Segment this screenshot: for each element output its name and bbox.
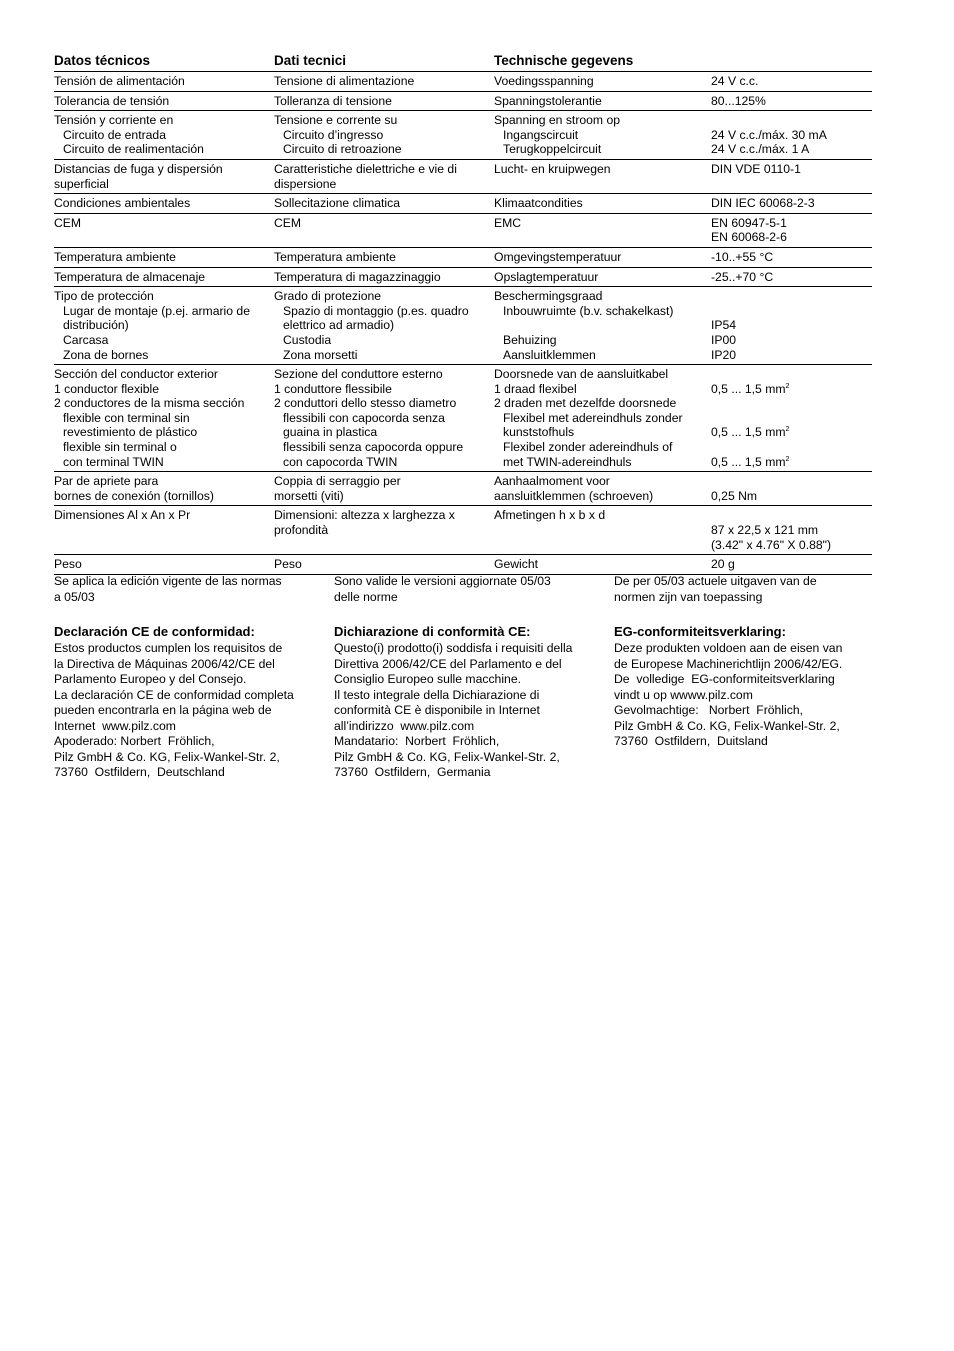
cell-italian (274, 159, 494, 193)
technical-data-table (54, 52, 872, 575)
declaration-line: vindt u op wwww.pilz.com (614, 687, 753, 702)
cell-line: 1 draad flexibel (494, 381, 577, 396)
cell-line: Gewicht (494, 557, 539, 572)
cell-line: dispersione (274, 176, 337, 191)
note-spanish (54, 574, 314, 605)
cell-line: 87 x 22,5 x 121 mm (711, 523, 819, 538)
cell-line: Distancias de fuga y dispersión (54, 161, 223, 176)
cell-line: DIN IEC 60068-2-3 (711, 196, 815, 211)
cell-dutch (494, 287, 711, 365)
cell-line: Temperatura ambiente (54, 249, 176, 264)
cell-line: Beschermingsgraad (494, 289, 603, 304)
technical-data-sheet (54, 52, 872, 575)
declaration-line: Deze produkten voldoen aan de eisen van (614, 641, 843, 655)
cell-line (711, 113, 872, 128)
cell-spanish (54, 472, 274, 506)
cell-line: Zona de bornes (63, 347, 149, 362)
cell-spanish (54, 72, 274, 92)
cell-line: flexible con terminal sin (63, 410, 190, 425)
cell-line: 0,5 ... 1,5 $mm^2$ (711, 425, 790, 440)
declaration-title: Declaración CE de conformidad: (54, 624, 255, 639)
declaration-line: Gevolmachtige: Norbert Fröhlich, (614, 703, 803, 717)
cell-line (711, 508, 872, 523)
cell-line: Aanhaalmoment voor (494, 474, 610, 489)
note-line: De per 05/03 actuele uitgaven van de (614, 574, 817, 588)
cell-italian (274, 91, 494, 111)
cell-line: 1 conductor flexible (54, 381, 160, 396)
cell-line: 24 V c.c./máx. 1 A (711, 142, 810, 157)
header-dutch: Technische gegevens (494, 52, 711, 72)
cell-dutch (494, 365, 711, 472)
cell-line: flexible sin terminal o (63, 440, 177, 455)
declaration-line: Apoderado: Norbert Fröhlich, (54, 734, 215, 748)
declaration-line: Pilz GmbH & Co. KG, Felix-Wankel-Str. 2, (54, 749, 280, 764)
cell-line: Flexibel met adereindhuls zonder (503, 410, 683, 425)
cell-line: -10..+55 °C (711, 249, 774, 264)
cell-line: Tensione e corrente su (274, 113, 398, 128)
cell-line: 80...125% (711, 93, 766, 108)
cell-dutch (494, 213, 711, 247)
cell-line: con terminal TWIN (63, 454, 164, 469)
declaration-line: de Europese Machinerichtlijn 2006/42/EG. (614, 656, 843, 671)
cell-line: Behuizing (503, 332, 557, 347)
cell-line: Peso (274, 557, 302, 572)
cell-line: elettrico ad armadio) (283, 318, 395, 333)
cell-dutch (494, 111, 711, 160)
declaration-line: 73760 Ostfildern, Germania (334, 765, 491, 779)
cell-line: Tolleranza di tensione (274, 93, 392, 108)
cell-italian (274, 287, 494, 365)
cell-line: IP54 (711, 318, 737, 333)
declaration-dutch (614, 624, 872, 750)
cell-line: Circuito de realimentación (63, 142, 204, 157)
cell-line: distribución) (63, 318, 129, 333)
declaration-line: Questo(i) prodotto(i) soddisfa i requisiti della (334, 641, 573, 655)
cell-line: guaina in plastica (283, 425, 378, 440)
cell-line (494, 318, 711, 333)
cell-dutch (494, 555, 711, 575)
cell-value (711, 159, 872, 193)
note-line: Sono valide le versioni aggiornate 05/03 (334, 574, 551, 588)
cell-line: -25..+70 °C (711, 269, 774, 284)
note-dutch (614, 574, 872, 605)
declaration-line: Consiglio Europeo sulle macchine. (334, 672, 521, 686)
cell-italian (274, 111, 494, 160)
cell-spanish (54, 506, 274, 555)
cell-spanish (54, 247, 274, 267)
cell-spanish (54, 91, 274, 111)
cell-line: met TWIN-adereindhuls (503, 454, 632, 469)
table-row (54, 506, 872, 555)
table-row (54, 213, 872, 247)
table-header-row (54, 52, 872, 72)
declaration-line: Parlamento Europeo y del Consejo. (54, 672, 247, 686)
cell-line: Afmetingen h x b x d (494, 508, 606, 523)
table-row (54, 472, 872, 506)
cell-line (711, 289, 872, 304)
cell-line: Inbouwruimte (b.v. schakelkast) (503, 303, 674, 318)
cell-line: con capocorda TWIN (283, 454, 398, 469)
cell-line: 0,5 ... 1,5 $mm^2$ (711, 454, 790, 469)
cell-line: Caratteristiche dielettriche e vie di (274, 161, 457, 176)
cell-line: Tensión de alimentación (54, 74, 185, 88)
cell-line: Sollecitazione climatica (274, 196, 400, 211)
cell-line (711, 367, 872, 382)
cell-line: Tensione di alimentazione (274, 74, 415, 88)
cell-line: Doorsnede van de aansluitkabel (494, 367, 669, 382)
cell-line: Dimensiones Al x An x Pr (54, 508, 191, 523)
cell-value (711, 247, 872, 267)
cell-value (711, 111, 872, 160)
cell-line: Peso (54, 557, 82, 572)
cell-line: DIN VDE 0110-1 (711, 161, 801, 176)
cell-value (711, 555, 872, 575)
cell-italian (274, 194, 494, 214)
cell-dutch (494, 159, 711, 193)
cell-line: IP00 (711, 332, 737, 347)
cell-line: Tensión y corriente en (54, 113, 174, 128)
cell-dutch (494, 91, 711, 111)
cell-line: EN 60947-5-1 (711, 215, 787, 230)
note-line: delle norme (334, 589, 398, 604)
cell-line: Coppia di serraggio per (274, 474, 401, 489)
declaration-line: 73760 Ostfildern, Duitsland (614, 734, 768, 748)
cell-line: revestimiento de plástico (63, 425, 198, 440)
cell-line: 24 V c.c./máx. 30 mA (711, 127, 827, 142)
cell-dutch (494, 506, 711, 555)
cell-line: IP20 (711, 347, 737, 362)
cell-value (711, 472, 872, 506)
cell-line: Spanning en stroom op (494, 113, 621, 128)
cell-line: Circuito di retroazione (283, 142, 402, 157)
cell-italian (274, 213, 494, 247)
note-line: a 05/03 (54, 589, 95, 604)
cell-italian (274, 247, 494, 267)
cell-line: EMC (494, 215, 522, 230)
table-row (54, 267, 872, 287)
table-row (54, 194, 872, 214)
header-italian: Dati tecnici (274, 52, 494, 72)
declaration-line: De volledige EG-conformiteitsverklaring (614, 672, 835, 686)
declaration-title: EG-conformiteitsverklaring: (614, 624, 786, 639)
cell-spanish (54, 267, 274, 287)
cell-value (711, 194, 872, 214)
cell-line: Lugar de montaje (p.ej. armario de (63, 303, 250, 318)
cell-dutch (494, 194, 711, 214)
cell-line: 2 conductores de la misma sección (54, 396, 245, 411)
cell-dutch (494, 267, 711, 287)
declaration-line: 73760 Ostfildern, Deutschland (54, 765, 225, 779)
cell-line: 2 conduttori dello stesso diametro (274, 396, 457, 411)
cell-dutch (494, 472, 711, 506)
table-row (54, 287, 872, 365)
cell-line: 1 conduttore flessibile (274, 381, 392, 396)
declaration-line: conformità CE è disponibile in Internet (334, 703, 540, 717)
cell-line: Sezione del conduttore esterno (274, 367, 443, 382)
cell-spanish (54, 194, 274, 214)
table-row (54, 111, 872, 160)
table-row (54, 72, 872, 92)
cell-line: CEM (54, 215, 82, 230)
cell-line: bornes de conexión (tornillos) (54, 488, 214, 503)
declaration-line: Mandatario: Norbert Fröhlich, (334, 734, 500, 748)
cell-line (711, 411, 872, 426)
cell-line: Condiciones ambientales (54, 196, 191, 211)
declaration-line: Internet www.pilz.com (54, 718, 176, 733)
table-row (54, 365, 872, 472)
cell-line: Aansluitklemmen (503, 347, 596, 362)
cell-dutch (494, 72, 711, 92)
cell-line: Terugkoppelcircuit (503, 142, 602, 157)
cell-line: Ingangscircuit (503, 127, 579, 142)
declaration-italian (334, 624, 604, 781)
cell-line: Sección del conductor exterior (54, 367, 218, 382)
cell-line: Par de apriete para (54, 474, 159, 489)
cell-line: Opslagtemperatuur (494, 269, 599, 284)
cell-italian (274, 72, 494, 92)
cell-line: Grado di protezione (274, 289, 382, 304)
cell-line: profondità (274, 523, 329, 538)
declaration-line: Il testo integrale della Dichiarazione di (334, 687, 540, 702)
cell-line: Zona morsetti (283, 347, 358, 362)
cell-italian (274, 555, 494, 575)
cell-line (711, 474, 872, 489)
table-row (54, 91, 872, 111)
cell-line: Temperatura di magazzinaggio (274, 269, 441, 284)
table-body (54, 72, 872, 575)
cell-value (711, 506, 872, 555)
cell-spanish (54, 159, 274, 193)
cell-value (711, 287, 872, 365)
cell-line: 0,25 Nm (711, 488, 758, 503)
cell-line: morsetti (viti) (274, 488, 344, 503)
cell-value (711, 91, 872, 111)
cell-value (711, 365, 872, 472)
cell-line: (3.42" x 4.76" X 0.88") (711, 537, 832, 552)
cell-line: CEM (274, 215, 302, 230)
declaration-line: pueden encontrarla en la página web de (54, 703, 272, 717)
cell-value (711, 213, 872, 247)
declaration-spanish (54, 624, 324, 781)
table-row (54, 247, 872, 267)
note-line: Se aplica la edición vigente de las normas (54, 574, 282, 588)
cell-line: Spazio di montaggio (p.es. quadro (283, 303, 469, 318)
cell-line: Dimensioni: altezza x larghezza x (274, 508, 455, 523)
cell-italian (274, 267, 494, 287)
cell-line: Custodia (283, 332, 332, 347)
cell-line: Klimaatcondities (494, 196, 583, 211)
header-spanish: Datos técnicos (54, 52, 274, 72)
cell-spanish (54, 213, 274, 247)
cell-spanish (54, 111, 274, 160)
cell-spanish (54, 287, 274, 365)
declaration-line: all’indirizzo www.pilz.com (334, 718, 475, 733)
cell-line: Temperatura de almacenaje (54, 269, 206, 284)
cell-line: Circuito d’ingresso (283, 127, 384, 142)
cell-line: Tipo de protección (54, 289, 154, 304)
note-italian (334, 574, 594, 605)
note-line: normen zijn van toepassing (614, 589, 763, 604)
cell-line (711, 304, 872, 319)
cell-line: Tolerancia de tensión (54, 93, 170, 108)
cell-line: Flexibel zonder adereindhuls of (503, 440, 673, 455)
cell-spanish (54, 555, 274, 575)
cell-line: Omgevingstemperatuur (494, 249, 622, 264)
cell-italian (274, 506, 494, 555)
cell-italian (274, 472, 494, 506)
cell-line: aansluitklemmen (schroeven) (494, 488, 654, 503)
cell-value (711, 72, 872, 92)
declaration-line: La declaración CE de conformidad completa (54, 687, 294, 702)
cell-italian (274, 365, 494, 472)
declaration-title: Dichiarazione di conformità CE: (334, 624, 531, 639)
declaration-line: Pilz GmbH & Co. KG, Felix-Wankel-Str. 2, (614, 718, 840, 733)
declaration-line: la Directiva de Máquinas 2006/42/CE del (54, 656, 275, 671)
cell-value (711, 267, 872, 287)
cell-line: flessibili con capocorda senza (283, 410, 445, 425)
header-value (711, 52, 872, 72)
table-row (54, 555, 872, 575)
table-row (54, 159, 872, 193)
cell-line: Circuito de entrada (63, 127, 166, 142)
cell-line: flessibili senza capocorda oppure (283, 440, 464, 455)
cell-line: 24 V c.c. (711, 74, 759, 88)
cell-line: Temperatura ambiente (274, 249, 396, 264)
cell-line: Spanningstolerantie (494, 93, 602, 108)
declaration-line: Direttiva 2006/42/CE del Parlamento e del (334, 656, 562, 671)
cell-line: Voedingsspanning (494, 74, 594, 88)
cell-spanish (54, 365, 274, 472)
cell-line (711, 440, 872, 455)
cell-line: superficial (54, 176, 109, 191)
cell-line (711, 396, 872, 411)
cell-line: Lucht- en kruipwegen (494, 161, 611, 176)
cell-line: kunststofhuls (503, 425, 575, 440)
cell-line: Carcasa (63, 332, 109, 347)
cell-line: EN 60068-2-6 (711, 230, 787, 245)
cell-dutch (494, 247, 711, 267)
cell-line: 20 g (711, 557, 735, 572)
cell-line: 0,5 ... 1,5 $mm^2$ (711, 381, 790, 396)
declaration-line: Estos productos cumplen los requisitos de (54, 641, 283, 655)
declaration-line: Pilz GmbH & Co. KG, Felix-Wankel-Str. 2, (334, 749, 560, 764)
cell-line: 2 draden met dezelfde doorsnede (494, 396, 677, 411)
